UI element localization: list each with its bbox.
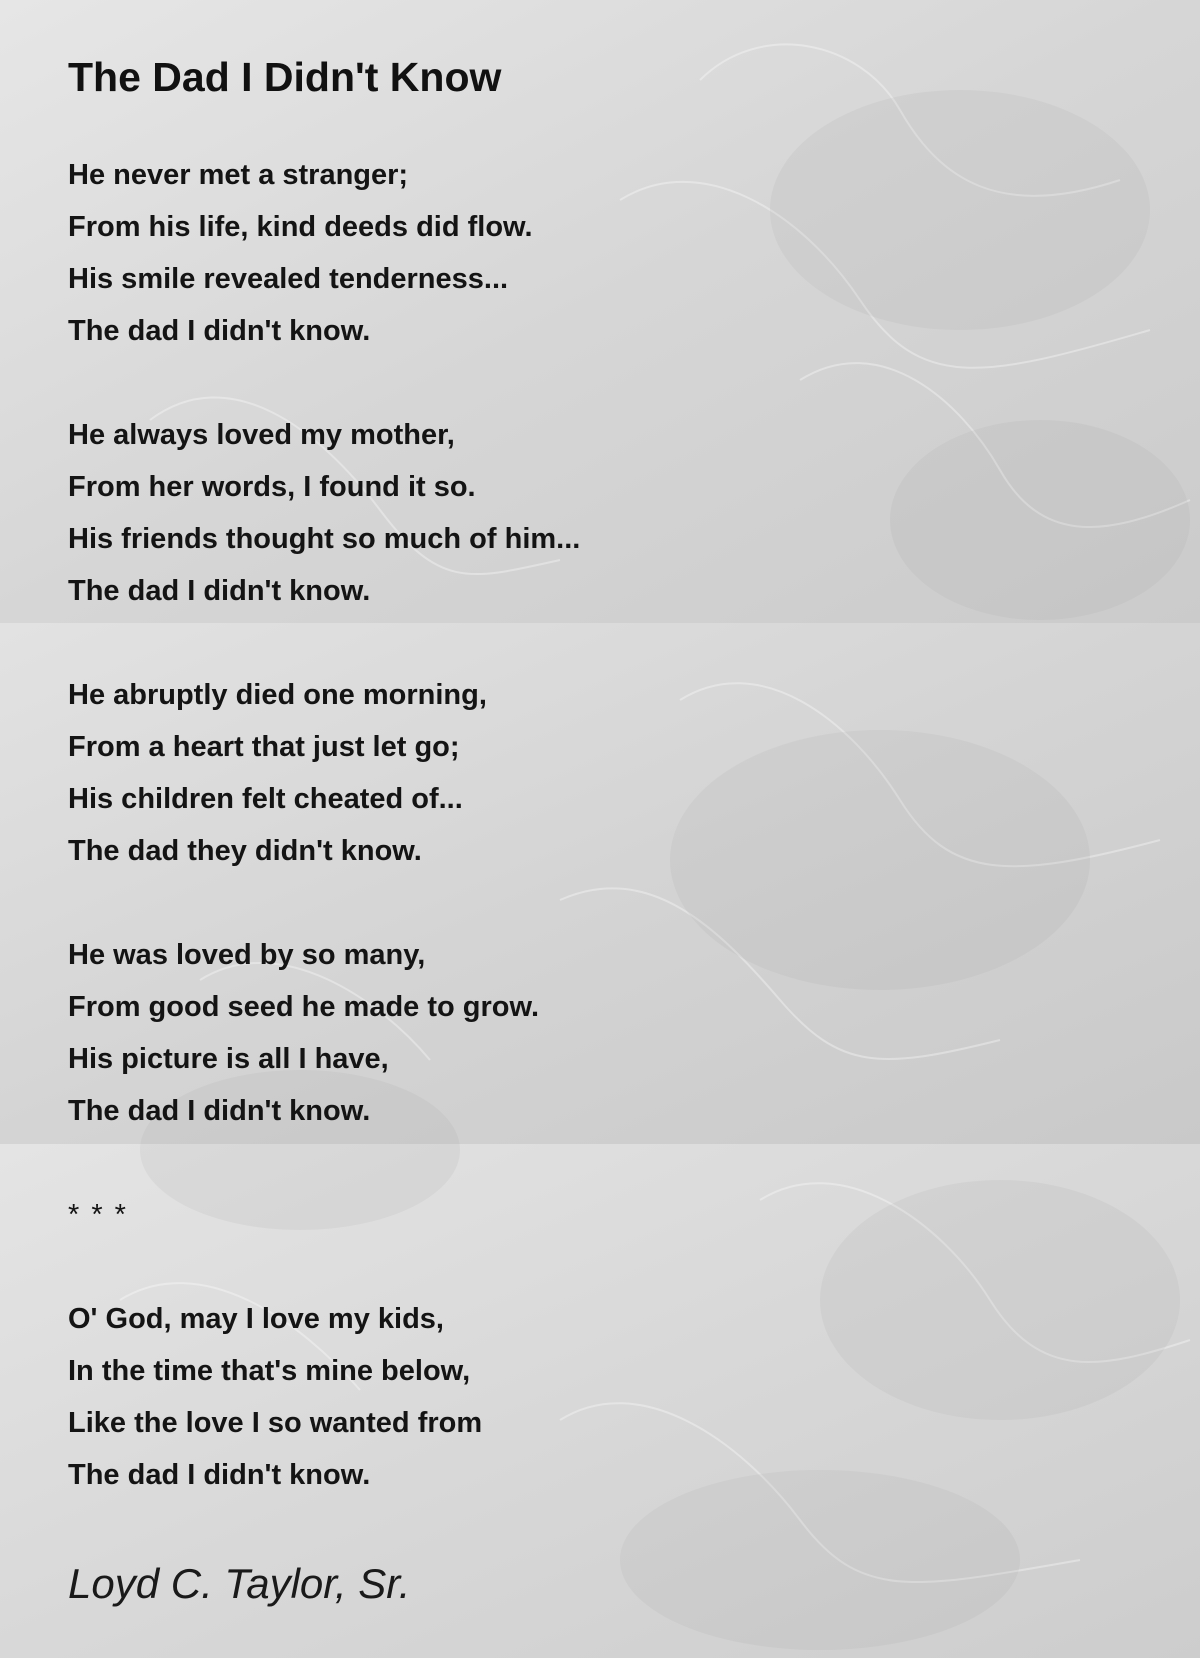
poem-line: The dad I didn't know. bbox=[68, 1459, 371, 1491]
section-separator: * * * bbox=[68, 1199, 128, 1231]
poem-line: The dad I didn't know. bbox=[68, 1095, 371, 1127]
poem-line: In the time that's mine below, bbox=[68, 1355, 471, 1387]
poem-line: The dad I didn't know. bbox=[68, 315, 371, 347]
stanza-break bbox=[68, 617, 580, 669]
poem-line: He never met a stranger; bbox=[68, 159, 409, 191]
stanza-break bbox=[68, 357, 580, 409]
poem-author: Loyd C. Taylor, Sr. bbox=[68, 1560, 411, 1607]
poem-line: He abruptly died one morning, bbox=[68, 679, 487, 711]
poem-line: From good seed he made to grow. bbox=[68, 991, 540, 1023]
poem-line: His picture is all I have, bbox=[68, 1043, 389, 1075]
poem-line: The dad I didn't know. bbox=[68, 575, 371, 607]
stanza-break bbox=[68, 877, 580, 929]
poem-body bbox=[68, 149, 580, 1501]
poem-line: He always loved my mother, bbox=[68, 419, 455, 451]
stanza-break bbox=[68, 1137, 580, 1189]
poem-line: The dad they didn't know. bbox=[68, 835, 422, 867]
poem-line: From her words, I found it so. bbox=[68, 471, 476, 503]
poem-line: His friends thought so much of him... bbox=[68, 523, 581, 555]
poem-line: From his life, kind deeds did flow. bbox=[68, 211, 533, 243]
poem-line: O' God, may I love my kids, bbox=[68, 1303, 444, 1335]
poem-line: Like the love I so wanted from bbox=[68, 1407, 483, 1439]
poem-line: His smile revealed tenderness... bbox=[68, 263, 509, 295]
poem-line: From a heart that just let go; bbox=[68, 731, 460, 763]
poem-line: He was loved by so many, bbox=[68, 939, 426, 971]
poem-line: His children felt cheated of... bbox=[68, 783, 463, 815]
stanza-break bbox=[68, 1241, 580, 1293]
poem-title: The Dad I Didn't Know bbox=[68, 54, 502, 100]
